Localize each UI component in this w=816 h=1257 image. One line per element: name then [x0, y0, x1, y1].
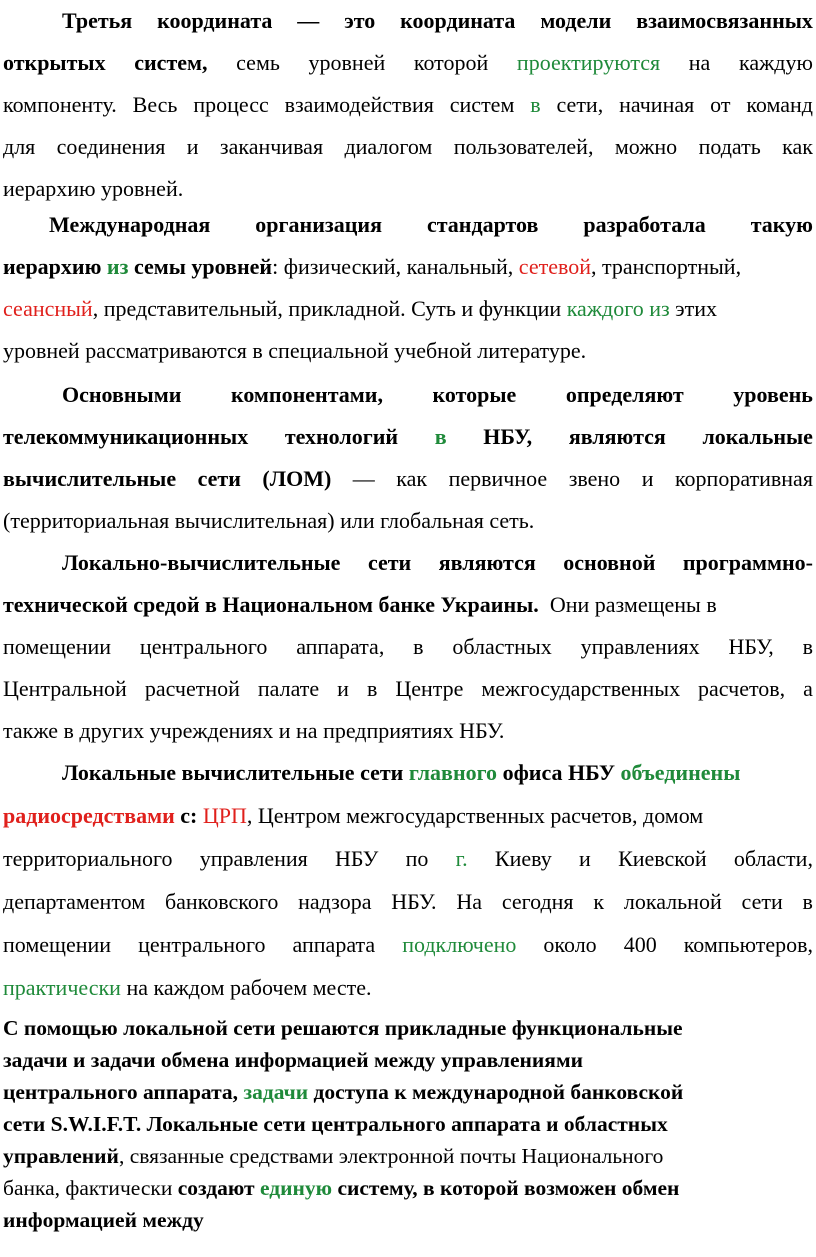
text-run: управления — [199, 846, 308, 871]
text-run: в — [530, 92, 541, 117]
text-line — [3, 975, 816, 1001]
text-run: и — [186, 134, 199, 159]
text-run: сети S.W.I.F.T. Локальные сети центрального аппарата и областных — [3, 1112, 668, 1136]
text-run: систем, — [134, 50, 208, 75]
text-run: территориального — [3, 846, 173, 871]
text-run: координата — [157, 8, 273, 33]
text-run: корпоративная — [674, 466, 813, 491]
text-run: иерархию уровней. — [3, 176, 184, 201]
text-run: управлениях — [580, 634, 700, 659]
text-run: семы уровней — [133, 254, 273, 279]
text-run: создают — [177, 1176, 255, 1200]
text-run: единую — [259, 1176, 333, 1200]
text-run: на каждом рабочем месте. — [120, 975, 372, 1000]
text-line — [62, 382, 813, 408]
text-run: Киевской — [618, 846, 707, 871]
text-run: в — [366, 676, 378, 701]
text-run: Они размещены в — [538, 592, 717, 617]
text-run: звено — [568, 466, 621, 491]
text-run: на — [688, 50, 711, 75]
paragraph-6 — [0, 1015, 816, 1239]
text-run: по — [405, 846, 429, 871]
text-line — [3, 296, 813, 322]
text-run: каждого из — [566, 296, 670, 321]
text-run: Весь — [132, 92, 178, 117]
text-run: также в других учреждениях и на предприятиях НБУ. — [3, 718, 505, 743]
text-run: взаимосвязанных — [636, 8, 813, 33]
text-line — [3, 803, 813, 829]
text-run: проектируются — [516, 50, 661, 75]
text-run: НБУ — [335, 846, 379, 871]
text-line — [3, 1175, 816, 1201]
text-run: Третья — [62, 8, 133, 33]
text-line — [3, 718, 816, 744]
text-run: Киеву — [494, 846, 552, 871]
text-run: около — [543, 932, 597, 957]
text-run: стандартов — [426, 212, 539, 237]
text-run: систему, в которой возможен обмен — [332, 1176, 680, 1200]
text-run: Центральной — [3, 676, 127, 701]
text-run: координата — [400, 8, 516, 33]
text-run: которой — [413, 50, 489, 75]
text-run: уровней рассматриваются в специальной учебной литературе. — [3, 338, 587, 363]
text-run: сегодня — [501, 889, 574, 914]
text-line — [62, 760, 813, 786]
text-run: каждую — [738, 50, 813, 75]
text-run: сети, — [556, 92, 604, 117]
text-line — [3, 676, 813, 702]
text-run: процесс — [193, 92, 269, 117]
text-run: , связанные средствами электронной почты Национального — [118, 1144, 664, 1168]
text-run: помещении — [3, 634, 112, 659]
text-run: , транспортный, — [590, 254, 742, 279]
text-run: банка, фактически — [3, 1176, 178, 1200]
text-run: уровней — [308, 50, 386, 75]
text-run: сети — [367, 550, 412, 575]
text-run: сети — [197, 466, 241, 491]
text-run: в — [802, 889, 813, 914]
text-line — [3, 50, 813, 76]
text-run: Основными — [62, 382, 182, 407]
text-line — [3, 466, 813, 492]
text-run: определяют — [565, 382, 684, 407]
text-run: локальной — [623, 889, 722, 914]
text-line — [49, 212, 813, 238]
text-run: банковского — [164, 889, 279, 914]
text-run: являются — [438, 550, 536, 575]
text-run: Локальные вычислительные сети — [62, 760, 409, 785]
text-line — [3, 846, 813, 872]
text-run: палате — [257, 676, 320, 701]
text-run: модели — [540, 8, 612, 33]
text-run: : физический, канальный, — [272, 254, 519, 279]
text-line — [3, 508, 816, 534]
text-run: организация — [255, 212, 382, 237]
text-run: информацией между — [3, 1208, 204, 1232]
text-run: к — [593, 889, 605, 914]
text-line — [3, 1015, 816, 1041]
text-run: На — [456, 889, 482, 914]
text-run: а — [803, 676, 813, 701]
text-line — [3, 92, 813, 118]
text-run: центрального — [138, 932, 266, 957]
text-run: г. — [455, 846, 468, 871]
text-run: локальные — [702, 424, 813, 449]
text-run: являются — [568, 424, 666, 449]
text-run: семь — [236, 50, 280, 75]
text-run: ЦРП — [202, 803, 247, 828]
text-run: сети — [741, 889, 783, 914]
text-run: 400 — [623, 932, 657, 957]
text-run: программно- — [682, 550, 813, 575]
text-run: для — [3, 134, 36, 159]
text-run: департаментом — [3, 889, 146, 914]
text-run: и — [641, 466, 654, 491]
text-line — [3, 1047, 816, 1073]
text-run: — — [297, 8, 320, 33]
text-line — [3, 1111, 816, 1137]
text-line — [3, 889, 813, 915]
text-run: пользователей, — [453, 134, 594, 159]
text-run: которые — [432, 382, 517, 407]
text-run: НБУ. — [391, 889, 437, 914]
text-run: открытых — [3, 50, 106, 75]
text-run: взаимодействия — [284, 92, 434, 117]
text-run: с: — [180, 803, 198, 828]
text-line — [3, 592, 813, 618]
text-run: от — [710, 92, 731, 117]
text-run: областных — [452, 634, 552, 659]
text-run: главного — [408, 760, 498, 785]
paragraph-4 — [0, 550, 816, 760]
text-run: НБУ, — [483, 424, 533, 449]
text-run: в — [413, 634, 424, 659]
text-run: расчетов, — [698, 676, 786, 701]
text-run: доступа к международной банковской — [308, 1080, 684, 1104]
text-run: Локально-вычислительные — [62, 550, 341, 575]
text-run: в — [802, 634, 813, 659]
text-run: расчетной — [144, 676, 240, 701]
text-run: , представительный, прикладной. Суть и функции — [92, 296, 567, 321]
text-run: задачи — [243, 1080, 309, 1104]
paragraph-5 — [0, 760, 816, 1018]
text-line — [3, 176, 816, 202]
text-run: Центре — [395, 676, 464, 701]
text-run: С помощью локальной сети решаются прикладные функциональные — [3, 1016, 683, 1040]
text-line — [3, 1207, 816, 1233]
text-run: практически — [3, 975, 121, 1000]
text-line — [62, 550, 813, 576]
text-run: аппарата — [292, 932, 376, 957]
text-run: сетевой — [518, 254, 591, 279]
text-run: разработала — [583, 212, 706, 237]
paragraph-3 — [0, 382, 816, 550]
text-run: надзора — [298, 889, 372, 914]
text-run: радиосредствами — [3, 803, 175, 828]
text-run: технологий — [284, 424, 399, 449]
text-run: (территориальная вычислительная) или глобальная сеть. — [3, 508, 535, 533]
text-run: можно — [614, 134, 678, 159]
text-line — [3, 1079, 816, 1105]
text-line — [3, 1143, 816, 1169]
text-run: подать — [698, 134, 761, 159]
text-run: как — [782, 134, 813, 159]
text-run: подключено — [402, 932, 517, 957]
text-run: задачи и задачи обмена информацией между управлениями — [3, 1048, 583, 1072]
text-run: диалогом — [344, 134, 433, 159]
text-run: технической средой в Национальном банке Украины. — [3, 592, 539, 617]
text-run: соединения — [56, 134, 166, 159]
text-run: сеансный — [3, 296, 93, 321]
text-run: телекоммуникационных — [3, 424, 249, 449]
text-run: компоненту. — [3, 92, 117, 117]
text-run: аппарата, — [296, 634, 385, 659]
text-run: центрального аппарата, — [3, 1080, 244, 1104]
text-run: компонентами, — [230, 382, 383, 407]
text-run: , Центром межгосударственных расчетов, домом — [246, 803, 704, 828]
text-run: НБУ, — [728, 634, 774, 659]
text-run: объединены — [620, 760, 741, 785]
paragraph-1 — [0, 8, 816, 218]
text-run: офиса НБУ — [497, 760, 621, 785]
text-run: в — [434, 424, 447, 449]
text-run: команд — [746, 92, 813, 117]
text-line — [3, 338, 816, 364]
text-run: области, — [733, 846, 813, 871]
text-line — [3, 254, 813, 280]
text-line — [3, 634, 813, 660]
text-run: начиная — [619, 92, 695, 117]
paragraph-2 — [0, 212, 816, 380]
text-run: и — [579, 846, 591, 871]
text-run: систем — [449, 92, 515, 117]
text-run: основной — [563, 550, 656, 575]
text-run: из — [106, 254, 129, 279]
text-run: помещении — [3, 932, 112, 957]
text-run: это — [344, 8, 376, 33]
text-line — [62, 8, 813, 34]
text-line — [3, 932, 813, 958]
text-line — [3, 134, 813, 160]
text-run: — — [352, 466, 375, 491]
text-run: межгосударственных — [481, 676, 681, 701]
text-run: Международная — [49, 212, 211, 237]
text-run: уровень — [733, 382, 813, 407]
text-run: управлений — [3, 1144, 119, 1168]
text-run: компьютеров, — [683, 932, 813, 957]
text-run: как — [396, 466, 428, 491]
text-run: иерархию — [3, 254, 102, 279]
text-run: (ЛОМ) — [262, 466, 332, 491]
text-run: такую — [750, 212, 813, 237]
text-run: этих — [669, 296, 717, 321]
text-run: и — [337, 676, 349, 701]
text-run: заканчивая — [219, 134, 324, 159]
text-line — [3, 424, 813, 450]
text-run: центрального — [139, 634, 268, 659]
text-run: первичное — [448, 466, 548, 491]
text-run: вычислительные — [3, 466, 177, 491]
